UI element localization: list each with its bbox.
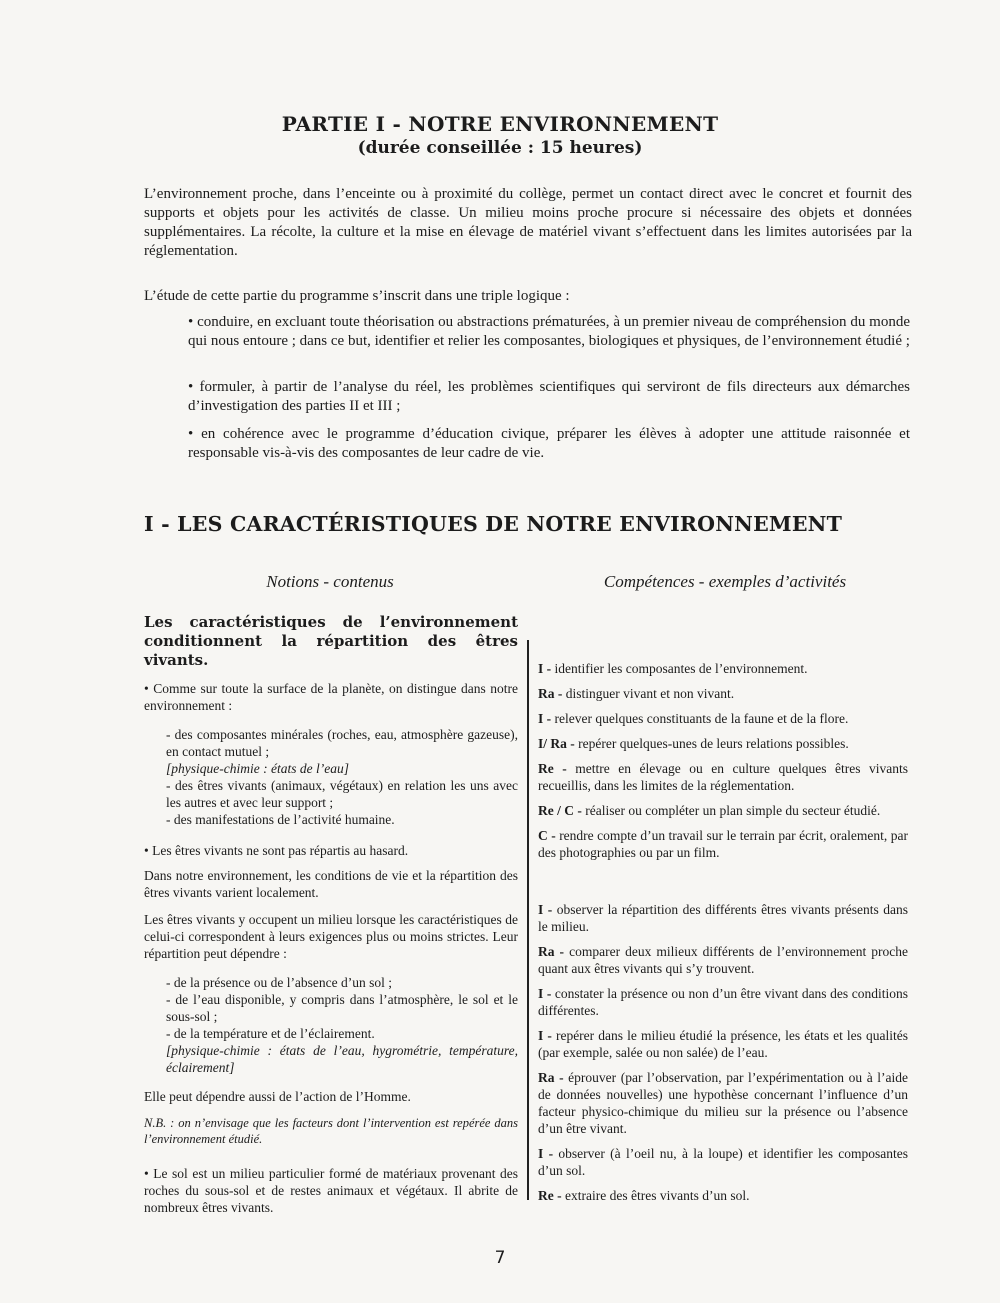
intro-paragraph: L’environnement proche, dans l’enceinte ou à proximité du collège, permet un contact direct avec le concret et fournit des supports et objets pour les activités de classe. Un milieu moins proche procure si nécessaire des objets et données supplémentaires. La récolte, la culture et la mise en élevage de matériel vivant s’effectuent dans les limites autorisées par la réglementation. — [144, 186, 912, 259]
notions-list-item: - des composantes minérales (roches, eau, atmosphère gazeuse), en contact mutuel ; — [166, 727, 518, 759]
page-number: 7 — [494, 1248, 506, 1268]
intro-logic-paragraph: L’étude de cette partie du programme s’inscrit dans une triple logique : — [144, 288, 570, 304]
competence-item: I - constater la présence ou non d’un être vivant dans des conditions différentes. — [538, 986, 908, 1018]
competence-item: Ra - comparer deux milieux différents de l’environnement proche quant aux êtres vivants qui s’y trouvent. — [538, 944, 908, 976]
notions-paragraph: • Le sol est un milieu particulier formé de matériaux provenant des roches du sous-sol et de restes animaux et végétaux. Il abrite de nombreux êtres vivants. — [144, 1166, 518, 1215]
part-title: PARTIE I - NOTRE ENVIRONNEMENT — [281, 112, 719, 136]
column-title-notions: Notions - contenus — [266, 572, 394, 591]
competence-item: Re - extraire des êtres vivants d’un sol. — [538, 1188, 750, 1203]
crossref-note: [physique-chimie : états de l’eau, hygrométrie, température, éclairement] — [166, 1043, 518, 1075]
notions-paragraph: Dans notre environnement, les conditions de vie et la répartition des êtres vivants varient localement. — [144, 868, 518, 900]
part-subtitle: (durée conseillée : 15 heures) — [357, 138, 643, 158]
column-title-competences: Compétences - exemples d’activités — [603, 572, 847, 591]
competence-item: Ra - distinguer vivant et non vivant. — [538, 686, 735, 701]
intro-bullet-3: • en cohérence avec le programme d’éducation civique, préparer les élèves à adopter une attitude raisonnée et responsable vis-à-vis des composantes de leur cadre de vie. — [188, 426, 910, 461]
competence-item: I/ Ra - repérer quelques-unes de leurs relations possibles. — [538, 736, 849, 751]
notions-list-item: - des êtres vivants (animaux, végétaux) en relation les uns avec les autres et avec leur support ; — [166, 778, 518, 810]
notions-paragraph: Les êtres vivants y occupent un milieu lorsque les caractéristiques de celui-ci correspondent à leurs exigences plus ou moins strictes. Leur répartition peut dépendre : — [144, 912, 518, 961]
competence-item: I - identifier les composantes de l’environnement. — [538, 661, 808, 676]
competence-item: I - repérer dans le milieu étudié la présence, les états et les qualités (par exemple, salée ou non salée) de l’eau. — [538, 1028, 909, 1060]
column-divider — [527, 640, 529, 1200]
competence-item: Re / C - réaliser ou compléter un plan simple du secteur étudié. — [538, 803, 881, 818]
competence-item: Ra - éprouver (par l’observation, par l’expérimentation ou à l’aide de données nouvelles) une hypothèse concernant l’influence d’un facteur physico-chimique du milieu sur la présence ou l’absence d’un être vivant. — [538, 1070, 908, 1136]
notions-column — [144, 613, 518, 1216]
notions-list-item: - de l’eau disponible, y compris dans l’atmosphère, le sol et le sous-sol ; — [166, 992, 518, 1024]
nb-note: N.B. : on n’envisage que les facteurs dont l’intervention est repérée dans l’environnement étudié. — [144, 1116, 518, 1146]
notions-list-item: - de la présence ou de l’absence d’un sol ; — [166, 975, 393, 990]
competence-item: C - rendre compte d’un travail sur le terrain par écrit, oralement, par des photographies ou par un film. — [538, 828, 908, 860]
competences-column — [538, 660, 908, 1204]
competence-item: I - relever quelques constituants de la faune et de la flore. — [538, 711, 849, 726]
competence-item: I - observer (à l’oeil nu, à la loupe) et identifier les composantes d’un sol. — [538, 1146, 908, 1178]
notions-heading: Les caractéristiques de l’environnement conditionnent la répartition des êtres vivants. — [144, 613, 518, 669]
competence-item: Re - mettre en élevage ou en culture quelques êtres vivants recueillis, dans les limites de la réglementation. — [538, 761, 908, 793]
intro-bullet-2: • formuler, à partir de l’analyse du réel, les problèmes scientifiques qui serviront de fils directeurs aux démarches d’investigation des parties II et III ; — [188, 379, 910, 414]
notions-list-item: - de la température et de l’éclairement. — [166, 1026, 375, 1041]
notions-paragraph: • Les êtres vivants ne sont pas répartis au hasard. — [144, 843, 409, 858]
notions-paragraph: • Comme sur toute la surface de la planète, on distingue dans notre environnement : — [144, 681, 518, 713]
competence-item: I - observer la répartition des différents êtres vivants présents dans le milieu. — [538, 902, 908, 934]
crossref-note: [physique-chimie : états de l’eau] — [166, 761, 349, 776]
notions-paragraph: Elle peut dépendre aussi de l’action de l’Homme. — [144, 1089, 411, 1104]
notions-list-item: - des manifestations de l’activité humaine. — [166, 812, 395, 827]
intro-bullet-1: • conduire, en excluant toute théorisation ou abstractions prématurées, à un premier niveau de compréhension du monde qui nous entoure ; dans ce but, identifier et relier les composantes, biologiques et physiques, de l’environnement étudié ; — [188, 314, 910, 349]
section-heading: I - LES CARACTÉRISTIQUES DE NOTRE ENVIRONNEMENT — [144, 512, 843, 536]
